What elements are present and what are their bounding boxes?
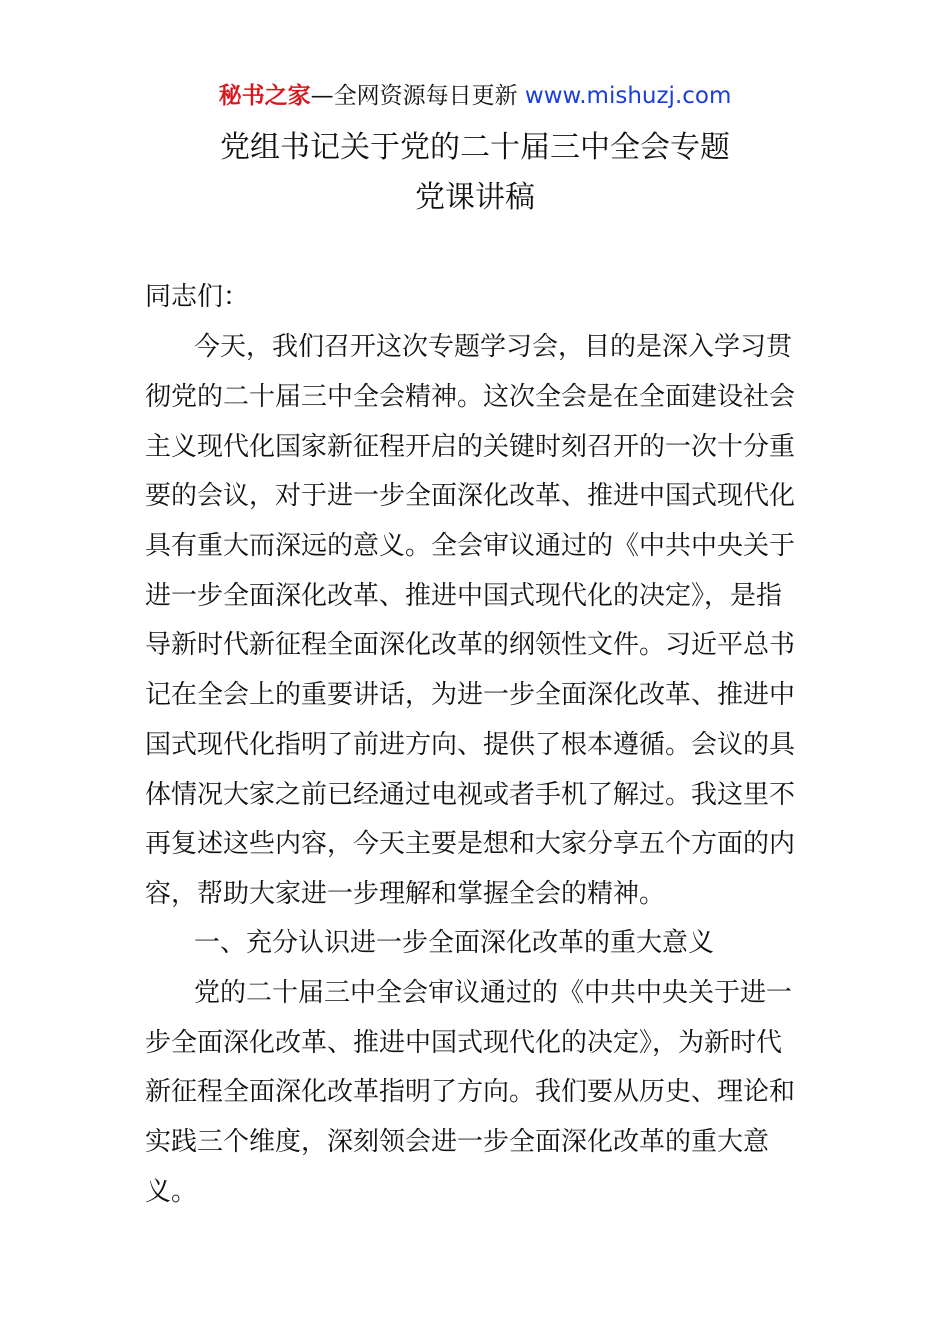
paragraph-line: 新征程全面深化改革指明了方向。我们要从历史、理论和 xyxy=(145,1077,796,1107)
paragraph-line: 记在全会上的重要讲话，为进一步全面深化改革、推进中 xyxy=(145,680,796,710)
paragraph-line: 党的二十届三中全会审议通过的《中共中央关于进一 xyxy=(194,978,793,1008)
paragraph-line: 要的会议，对于进一步全面深化改革、推进中国式现代化 xyxy=(145,481,796,511)
paragraph-line: 主义现代化国家新征程开启的关键时刻召开的一次十分重 xyxy=(145,432,796,462)
paragraph-line: 体情况大家之前已经通过电视或者手机了解过。我这里不 xyxy=(145,780,796,810)
site-header xyxy=(0,80,950,112)
paragraph-line: 再复述这些内容，今天主要是想和大家分享五个方面的内 xyxy=(145,829,796,859)
paragraph-line: 容，帮助大家进一步理解和掌握全会的精神。 xyxy=(145,879,666,909)
document-title-line-1: 党组书记关于党的二十届三中全会专题 xyxy=(220,130,730,165)
paragraph-line: 具有重大而深远的意义。全会审议通过的《中共中央关于 xyxy=(145,531,796,561)
brand-name: 秘书之家 xyxy=(218,83,311,109)
paragraph-line: 导新时代新征程全面深化改革的纲领性文件。习近平总书 xyxy=(145,630,796,660)
paragraph-line: 彻党的二十届三中全会精神。这次全会是在全面建设社会 xyxy=(145,382,796,412)
salutation: 同志们： xyxy=(145,282,250,312)
paragraph-line: 国式现代化指明了前进方向、提供了根本遵循。会议的具 xyxy=(145,730,796,760)
paragraph-line: 义。 xyxy=(145,1177,198,1207)
paragraph-line: 实践三个维度，深刻领会进一步全面深化改革的重大意 xyxy=(145,1127,770,1157)
section-heading: 一、充分认识进一步全面深化改革的重大意义 xyxy=(194,928,715,958)
paragraph-line: 进一步全面深化改革、推进中国式现代化的决定》，是指 xyxy=(145,581,783,611)
paragraph-line: 步全面深化改革、推进中国式现代化的决定》，为新时代 xyxy=(145,1028,783,1058)
paragraph-line: 今天，我们召开这次专题学习会，目的是深入学习贯 xyxy=(194,332,793,362)
header-tagline: —全网资源每日更新 xyxy=(310,83,525,109)
site-url-link[interactable]: www.mishuzj.com xyxy=(524,83,732,109)
document-title-line-2: 党课讲稿 xyxy=(415,180,535,215)
